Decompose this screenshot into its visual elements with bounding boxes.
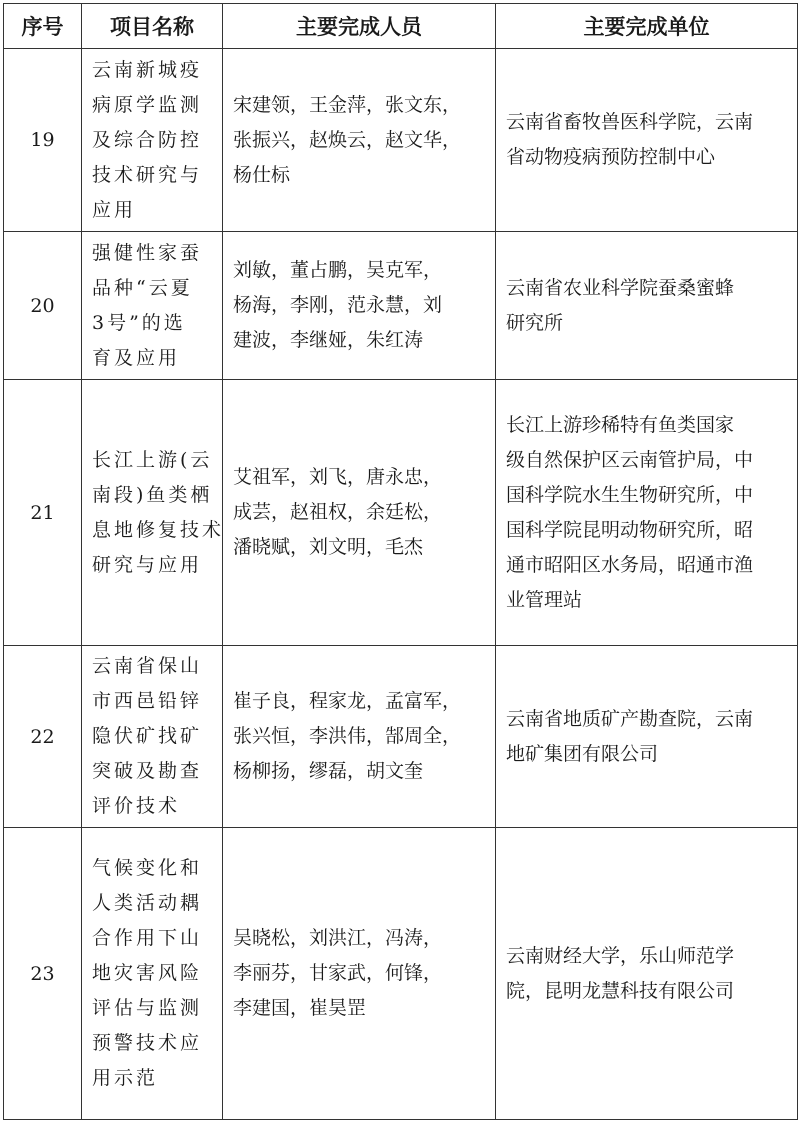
cell-line: 云南省畜牧兽医科学院，云南 (506, 111, 754, 133)
cell-line: 张振兴，赵焕云，赵文华， (233, 128, 462, 151)
org-cell (496, 232, 798, 380)
cell-line: 云南新城疫 (92, 58, 203, 81)
people-cell (223, 232, 496, 380)
org-cell (496, 380, 798, 646)
cell-line: 宋建领，王金萍，张文东， (233, 93, 462, 116)
table-row (4, 828, 798, 1120)
header-org: 主要完成单位 (496, 4, 798, 49)
cell-line: 云南财经大学，乐山师范学 (506, 944, 735, 967)
cell-line: 省动物疫病预防控制中心 (506, 146, 716, 168)
project-name-cell (82, 828, 223, 1120)
cell-line: 应用 (92, 198, 137, 221)
cell-line: 杨海，李刚，范永慧，刘 (233, 294, 443, 316)
cell-line: 业管理站 (506, 588, 583, 611)
cell-line: 突破及勘查 (92, 760, 203, 782)
cell-line: 国科学院水生生物研究所，中 (506, 483, 754, 506)
cell-line: 评估与监测 (92, 997, 203, 1019)
cell-line: 评价技术 (92, 795, 181, 817)
cell-line: 地灾害风险 (92, 962, 203, 984)
cell-line: 成芸，赵祖权，余廷松， (233, 501, 443, 523)
cell-line: 李建国，崔昊罡 (233, 997, 367, 1019)
header-row (4, 4, 798, 49)
cell-line: 育及应用 (92, 346, 181, 369)
cell-line: 病原学监测 (92, 93, 203, 116)
cell-line: 及综合防控 (92, 128, 203, 151)
cell-line: 合作用下山 (92, 927, 203, 949)
cell-line: 云南省地质矿产勘查院，云南 (506, 707, 754, 730)
header-people: 主要完成人员 (223, 4, 496, 49)
project-name-cell (82, 380, 223, 646)
header-project-name: 项目名称 (82, 4, 223, 49)
cell-line: 市西邑铅锌 (92, 690, 203, 712)
cell-line: 人类活动耦 (92, 892, 203, 914)
cell-line: 张兴恒，李洪伟，郜周全， (233, 725, 462, 747)
cell-line: 云南省保山 (92, 655, 203, 677)
cell-line: 杨柳扬，缪磊，胡文奎 (233, 760, 424, 782)
awards-table (3, 3, 798, 1120)
cell-line: 李丽芬，甘家武，何锋， (233, 962, 443, 984)
cell-line: 南段)鱼类栖 (92, 483, 213, 506)
people-cell (223, 380, 496, 646)
cell-line: 杨仕标 (233, 163, 291, 186)
cell-line: 预警技术应 (92, 1032, 203, 1054)
cell-line: 隐伏矿找矿 (92, 725, 203, 747)
table-row (4, 380, 798, 646)
project-name-cell (82, 646, 223, 828)
cell-line: 国科学院昆明动物研究所，昭 (506, 518, 754, 541)
cell-line: 强健性家蚕 (92, 241, 203, 264)
cell-line: 长江上游珍稀特有鱼类国家 (506, 413, 735, 436)
cell-line: 研究所 (506, 311, 564, 334)
row-number: 23 (4, 828, 82, 1120)
cell-line: 潘晓赋，刘文明，毛杰 (233, 536, 424, 558)
cell-line: 云南省农业科学院蚕桑蜜蜂 (506, 276, 735, 299)
cell-line: 长江上游(云 (92, 448, 213, 471)
row-number: 22 (4, 646, 82, 828)
org-cell (496, 828, 798, 1120)
cell-line: 艾祖军，刘飞，唐永忠， (233, 466, 443, 488)
header-num: 序号 (4, 4, 82, 49)
people-cell (223, 646, 496, 828)
cell-line: 技术研究与 (92, 163, 203, 186)
cell-line: 吴晓松，刘洪江，冯涛， (233, 927, 443, 949)
org-cell (496, 646, 798, 828)
org-cell (496, 49, 798, 232)
table-row (4, 49, 798, 232)
table-row (4, 646, 798, 828)
row-number: 21 (4, 380, 82, 646)
cell-line: 刘敏，董占鹏，吴克军， (233, 259, 443, 281)
table-row (4, 232, 798, 380)
project-name-cell (82, 49, 223, 232)
cell-line: 息地修复技术 (92, 518, 225, 541)
row-number: 19 (4, 49, 82, 232)
cell-line: 建波，李继娅，朱红涛 (233, 329, 424, 351)
cell-line: 用示范 (92, 1067, 159, 1089)
cell-line: 研究与应用 (92, 553, 203, 576)
cell-line: 院，昆明龙慧科技有限公司 (506, 979, 735, 1002)
cell-line: 崔子良，程家龙，孟富军， (233, 690, 462, 712)
people-cell (223, 49, 496, 232)
cell-line: 气候变化和 (92, 857, 203, 879)
cell-line: 通市昭阳区水务局，昭通市渔 (506, 553, 754, 576)
row-number: 20 (4, 232, 82, 380)
cell-line: 3号”的选 (92, 311, 186, 334)
cell-line: 级自然保护区云南管护局，中 (506, 448, 754, 471)
cell-line: 地矿集团有限公司 (506, 742, 659, 765)
cell-line: 品种“云夏 (92, 276, 193, 299)
people-cell (223, 828, 496, 1120)
project-name-cell (82, 232, 223, 380)
table-body (4, 49, 798, 1120)
